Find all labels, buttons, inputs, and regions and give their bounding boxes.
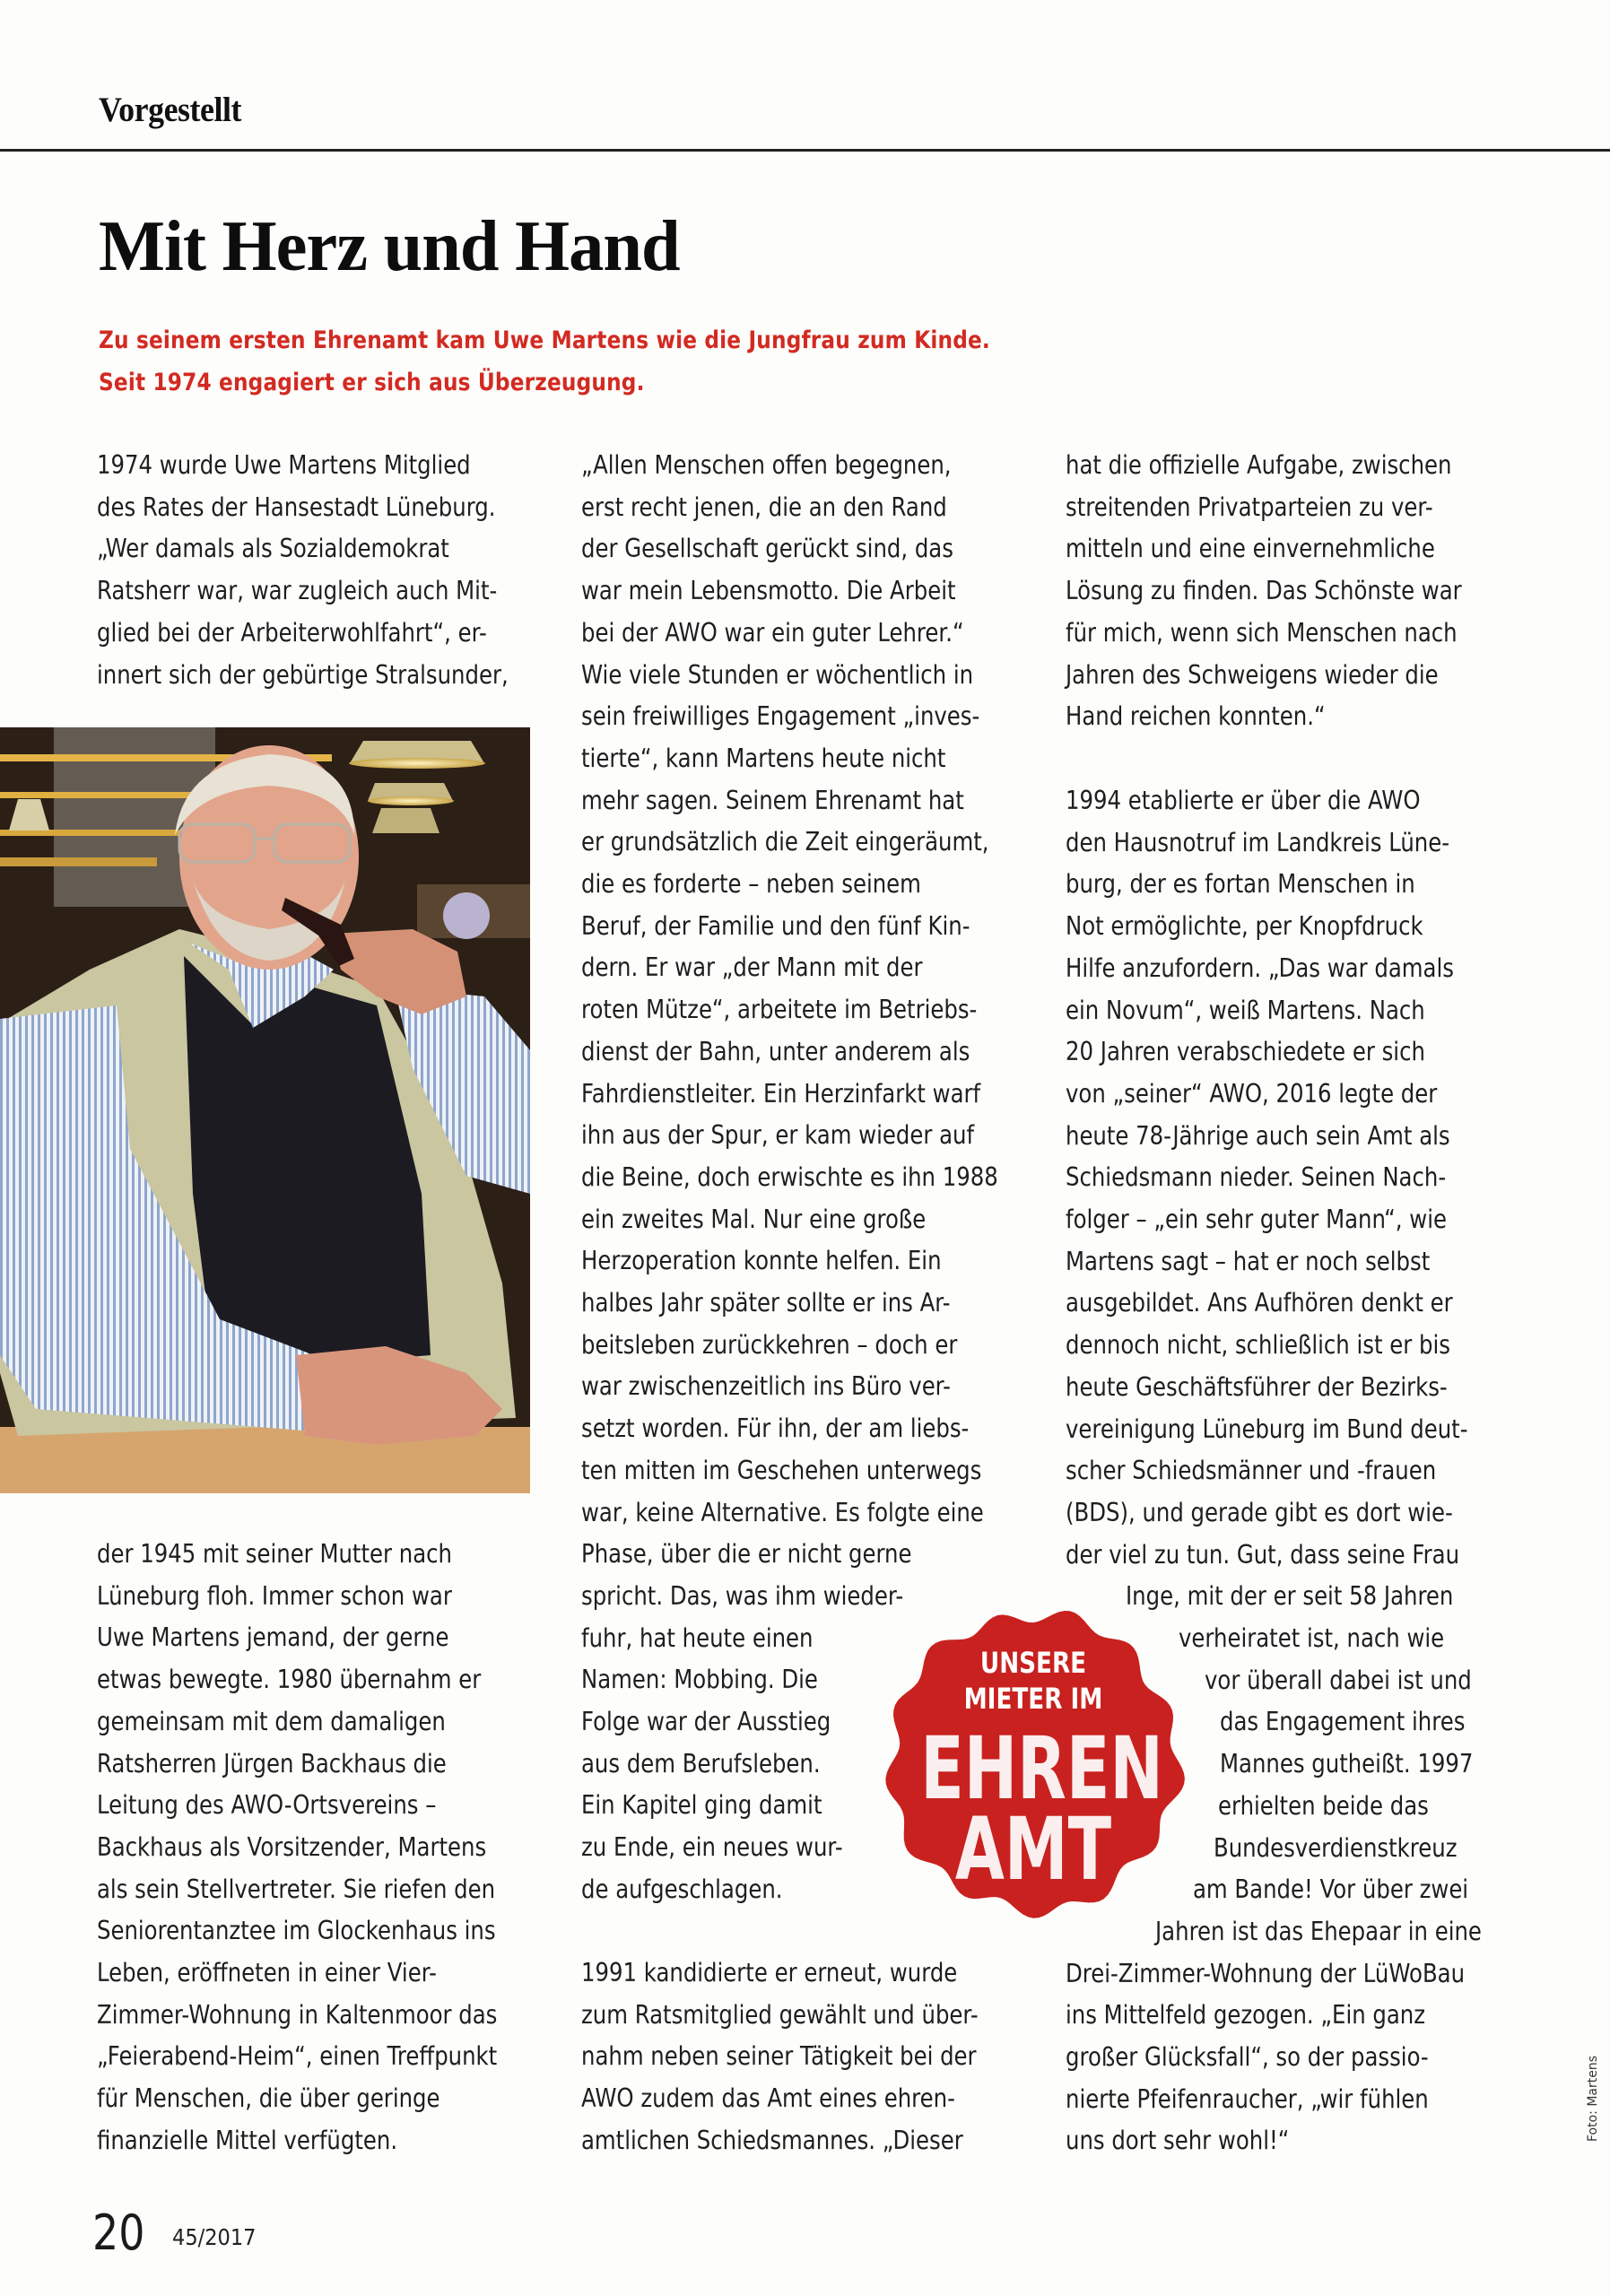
text-line: zum Ratsmitglied gewählt und über- — [581, 1999, 979, 2030]
text-line: vor überall dabei ist und — [1205, 1665, 1472, 1695]
text-line: etwas bewegte. 1980 übernahm er — [97, 1665, 482, 1695]
page-number: 20 — [92, 2205, 145, 2261]
text-line: ins Mittelfeld gezogen. „Ein ganz — [1066, 2000, 1426, 2031]
text-line: Uwe Martens jemand, der gerne — [97, 1622, 449, 1653]
text-line: folger – „ein sehr guter Mann“, wie — [1066, 1205, 1447, 1234]
text-line: ausgebildet. Ans Aufhören denkt er — [1066, 1288, 1453, 1318]
text-line: heute Geschäftsführer der Bezirks- — [1066, 1371, 1448, 1402]
text-line: glied bei der Arbeiterwohlfahrt“, er- — [97, 617, 487, 648]
stamp-line-1: UNSERE — [979, 1646, 1087, 1680]
text-line: ein Novum“, weiß Martens. Nach — [1066, 995, 1425, 1025]
text-line: „Feierabend-Heim“, einen Treffpunkt — [97, 2041, 498, 2072]
text-line: der 1945 mit seiner Mutter nach — [97, 1539, 452, 1569]
text-line: Zimmer-Wohnung in Kaltenmoor das — [97, 1999, 498, 2030]
text-line: war, keine Alternative. Es folgte eine — [581, 1497, 984, 1527]
text-line: Bundesverdienstkreuz — [1214, 1832, 1458, 1863]
ehrenamt-stamp — [881, 1605, 1186, 1919]
text-line: mehr sagen. Seinem Ehrenamt hat — [581, 785, 964, 815]
text-line: dern. Er war „der Mann mit der — [581, 952, 923, 983]
text-line: AWO zudem das Amt eines ehren- — [581, 2083, 955, 2114]
stamp-line-4: AMT — [954, 1799, 1112, 1900]
text-line: halbes Jahr später sollte er ins Ar- — [581, 1288, 951, 1318]
header-rule — [0, 149, 1610, 152]
text-line: Wie viele Stunden er wöchentlich in — [581, 659, 974, 690]
text-line: war mein Lebensmotto. Die Arbeit — [581, 576, 956, 606]
text-line: für Menschen, die über geringe — [97, 2083, 440, 2114]
text-line: Seniorentanztee im Glockenhaus ins — [97, 1916, 496, 1946]
text-line: dennoch nicht, schließlich ist er bis — [1066, 1330, 1450, 1361]
text-line: mitteln und eine einvernehmliche — [1066, 534, 1435, 564]
text-line: de aufgeschlagen. — [581, 1874, 783, 1904]
text-line: Leitung des AWO-Ortsvereins – — [97, 1790, 437, 1821]
text-line: spricht. Das, was ihm wieder- — [581, 1580, 904, 1611]
text-line: vereinigung Lüneburg im Bund deut- — [1066, 1413, 1468, 1444]
text-line: innert sich der gebürtige Stralsunder, — [97, 659, 509, 690]
text-line: großer Glücksfall“, so der passio- — [1066, 2042, 1429, 2072]
text-line: 20 Jahren verabschiedete er sich — [1066, 1037, 1425, 1067]
text-line: Mannes gutheißt. 1997 — [1220, 1749, 1474, 1779]
text-line: ein zweites Mal. Nur eine große — [581, 1204, 927, 1234]
text-line: verheiratet ist, nach wie — [1179, 1623, 1445, 1653]
text-line: uns dort sehr wohl!“ — [1066, 2126, 1290, 2156]
subtitle-line: Seit 1974 engagiert er sich aus Überzeugung. — [99, 369, 645, 396]
text-line: „Allen Menschen offen begegnen, — [581, 450, 952, 480]
stamp-line-3: EHREN — [920, 1718, 1163, 1819]
text-line: roten Mütze“, arbeitete im Betriebs- — [581, 995, 978, 1025]
text-line: Namen: Mobbing. Die — [581, 1665, 818, 1695]
text-line: den Hausnotruf im Landkreis Lüne- — [1066, 827, 1450, 857]
text-line: Schiedsmann nieder. Seinen Nach- — [1066, 1162, 1447, 1193]
text-line: als sein Stellvertreter. Sie riefen den — [97, 1874, 496, 1904]
text-line: „Wer damals als Sozialdemokrat — [97, 534, 449, 564]
text-line: war zwischenzeitlich ins Büro ver- — [581, 1371, 951, 1402]
text-line: die Beine, doch erwischte es ihn 1988 — [581, 1161, 998, 1192]
text-line: das Engagement ihres — [1220, 1707, 1466, 1737]
issue-number: 45/2017 — [172, 2224, 257, 2250]
text-line: Backhaus als Vorsitzender, Martens — [97, 1831, 487, 1862]
text-line: nahm neben seiner Tätigkeit bei der — [581, 2041, 977, 2072]
text-line: erhielten beide das — [1218, 1790, 1429, 1821]
text-line: burg, der es fortan Menschen in — [1066, 869, 1415, 900]
text-line: streitenden Privatparteien zu ver- — [1066, 491, 1433, 522]
stamp-line-2: MIETER IM — [963, 1682, 1103, 1716]
portrait-illustration — [0, 727, 530, 1493]
text-line: finanzielle Mittel verfügten. — [97, 2125, 398, 2155]
subtitle-line: Zu seinem ersten Ehrenamt kam Uwe Martens wie die Jungfrau zum Kinde. — [99, 326, 990, 354]
text-line: Jahren des Schweigens wieder die — [1066, 659, 1439, 690]
text-line: Jahren ist das Ehepaar in eine — [1155, 1916, 1482, 1946]
text-line: Beruf, der Familie und den fünf Kin- — [581, 910, 970, 941]
text-line: dienst der Bahn, unter anderem als — [581, 1036, 970, 1066]
text-line: der Gesellschaft gerückt sind, das — [581, 534, 953, 564]
text-line: scher Schiedsmänner und -frauen — [1066, 1456, 1437, 1486]
text-line: heute 78-Jährige auch sein Amt als — [1066, 1120, 1450, 1151]
text-line: bei der AWO war ein guter Lehrer.“ — [581, 617, 964, 648]
text-line: Ein Kapitel ging damit — [581, 1790, 822, 1821]
text-line: Hilfe anzufordern. „Das war damals — [1066, 952, 1454, 983]
text-line: Ratsherren Jürgen Backhaus die — [97, 1748, 447, 1779]
text-line: ten mitten im Geschehen unterwegs — [581, 1455, 982, 1485]
section-label: Vorgestellt — [99, 91, 242, 129]
text-line: Hand reichen konnten.“ — [1066, 701, 1326, 732]
text-line: nierte Pfeifenraucher, „wir fühlen — [1066, 2083, 1429, 2114]
text-line: Inge, mit der er seit 58 Jahren — [1126, 1581, 1454, 1612]
text-line: amtlichen Schiedsmannes. „Dieser — [581, 2125, 963, 2155]
text-line: Not ermöglichte, per Knopfdruck — [1066, 911, 1423, 942]
photo-credit: Foto: Martens — [1586, 2055, 1600, 2143]
text-line: Martens sagt – hat er noch selbst — [1066, 1246, 1431, 1276]
text-line: die es forderte – neben seinem — [581, 869, 921, 899]
text-line: ihn aus der Spur, er kam wieder auf — [581, 1120, 975, 1151]
text-line: Herzoperation konnte helfen. Ein — [581, 1246, 942, 1276]
text-line: für mich, wenn sich Menschen nach — [1066, 617, 1458, 648]
text-line: Drei-Zimmer-Wohnung der LüWoBau — [1066, 1958, 1466, 1988]
text-line: 1991 kandidierte er erneut, wurde — [581, 1958, 958, 1987]
text-line: zu Ende, ein neues wur- — [581, 1832, 843, 1863]
text-line: fuhr, hat heute einen — [581, 1622, 814, 1653]
portrait-photo — [0, 727, 530, 1493]
text-line: erst recht jenen, die an den Rand — [581, 491, 947, 522]
text-line: er grundsätzlich die Zeit eingeräumt, — [581, 827, 989, 857]
text-line: von „seiner“ AWO, 2016 legte der — [1066, 1078, 1438, 1109]
text-line: (BDS), und gerade gibt es dort wie- — [1066, 1497, 1453, 1527]
text-line: des Rates der Hansestadt Lüneburg. — [97, 491, 496, 522]
text-line: Phase, über die er nicht gerne — [581, 1539, 912, 1570]
text-line: Ratsherr war, war zugleich auch Mit- — [97, 576, 498, 606]
text-line: am Bande! Vor über zwei — [1193, 1874, 1469, 1905]
text-line: tierte“, kann Martens heute nicht — [581, 743, 946, 773]
headline: Mit Herz und Hand — [99, 207, 680, 286]
text-line: setzt worden. Für ihn, der am liebs- — [581, 1413, 970, 1444]
text-line: beitsleben zurückkehren – doch er — [581, 1329, 958, 1360]
text-line: hat die offizielle Aufgabe, zwischen — [1066, 450, 1452, 480]
text-line: 1974 wurde Uwe Martens Mitglied — [97, 450, 471, 480]
text-line: Fahrdienstleiter. Ein Herzinfarkt warf — [581, 1078, 981, 1109]
text-line: gemeinsam mit dem damaligen — [97, 1706, 446, 1736]
text-line: der viel zu tun. Gut, dass seine Frau — [1066, 1539, 1460, 1570]
text-line: Lösung zu finden. Das Schönste war — [1066, 576, 1462, 606]
text-line: sein freiwilliges Engagement „inves- — [581, 701, 980, 732]
text-line: Lüneburg floh. Immer schon war — [97, 1580, 452, 1611]
text-line: Leben, eröffneten in einer Vier- — [97, 1958, 437, 1987]
text-line: 1994 etablierte er über die AWO — [1066, 786, 1421, 815]
text-line: aus dem Berufsleben. — [581, 1748, 821, 1779]
text-line: Folge war der Ausstieg — [581, 1707, 831, 1736]
